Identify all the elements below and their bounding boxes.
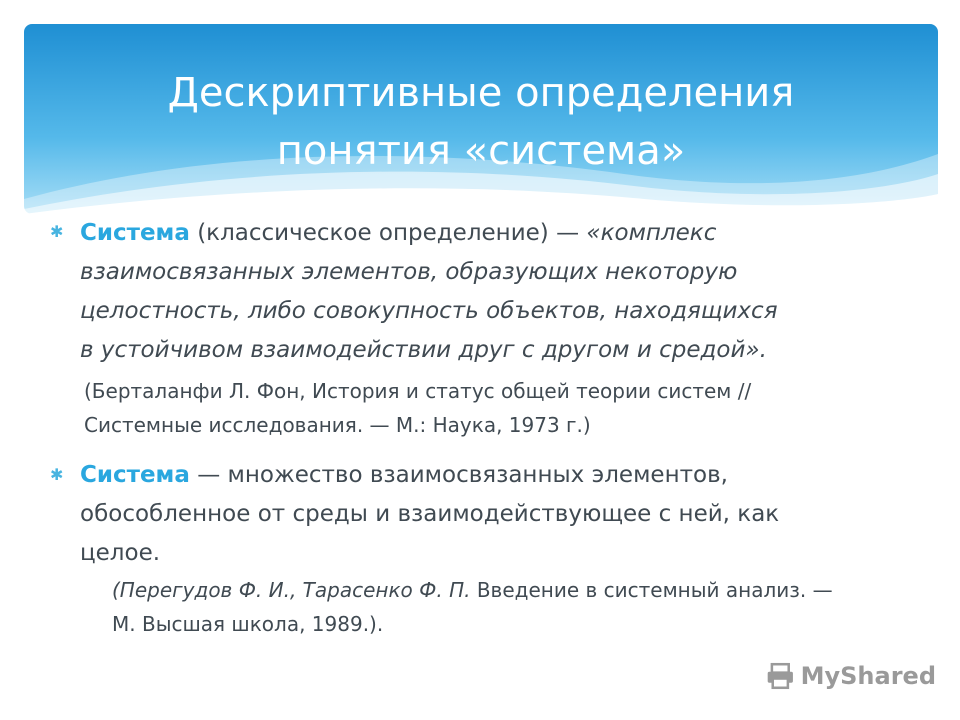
citation-line: М. Высшая школа, 1989.). bbox=[112, 612, 384, 636]
definition-text-line: — множество взаимосвязанных элементов, bbox=[189, 462, 728, 488]
definition-1 bbox=[80, 214, 920, 370]
title-line-1: Дескриптивные определения bbox=[167, 70, 795, 116]
term-highlight: Система bbox=[80, 462, 190, 488]
citation-line: Системные исследования. — М.: Наука, 1973 г.) bbox=[84, 413, 591, 437]
definition-italic-line: целостность, либо совокупность объектов, находящихся bbox=[80, 298, 778, 324]
bullet-icon: ✱ bbox=[50, 465, 64, 484]
watermark-text: MyShared bbox=[800, 662, 936, 690]
citation-1 bbox=[84, 374, 904, 442]
citation-2 bbox=[112, 573, 912, 641]
definition-text-line: обособленное от среды и взаимодействующее с ней, как bbox=[80, 501, 780, 527]
citation-authors: (Перегудов Ф. И., Тарасенко Ф. П. bbox=[112, 578, 471, 602]
citation-line: (Берталанфи Л. Фон, История и статус общей теории систем // bbox=[84, 379, 752, 403]
definition-2 bbox=[80, 456, 920, 573]
definition-plain-text: (классическое определение) — bbox=[189, 220, 587, 246]
printer-icon bbox=[766, 660, 795, 692]
title-line-2: понятия «система» bbox=[276, 128, 686, 174]
definition-italic-line: «комплекс bbox=[586, 220, 717, 246]
watermark bbox=[766, 656, 936, 696]
term-highlight: Система bbox=[80, 220, 190, 246]
definition-italic-line: в устойчивом взаимодействии друг с другом и средой». bbox=[80, 337, 767, 363]
citation-title: Введение в системный анализ. — bbox=[470, 578, 833, 602]
bullet-icon: ✱ bbox=[50, 222, 64, 241]
definition-text-line: целое. bbox=[80, 540, 161, 566]
definition-italic-line: взаимосвязанных элементов, образующих некоторую bbox=[80, 259, 738, 285]
